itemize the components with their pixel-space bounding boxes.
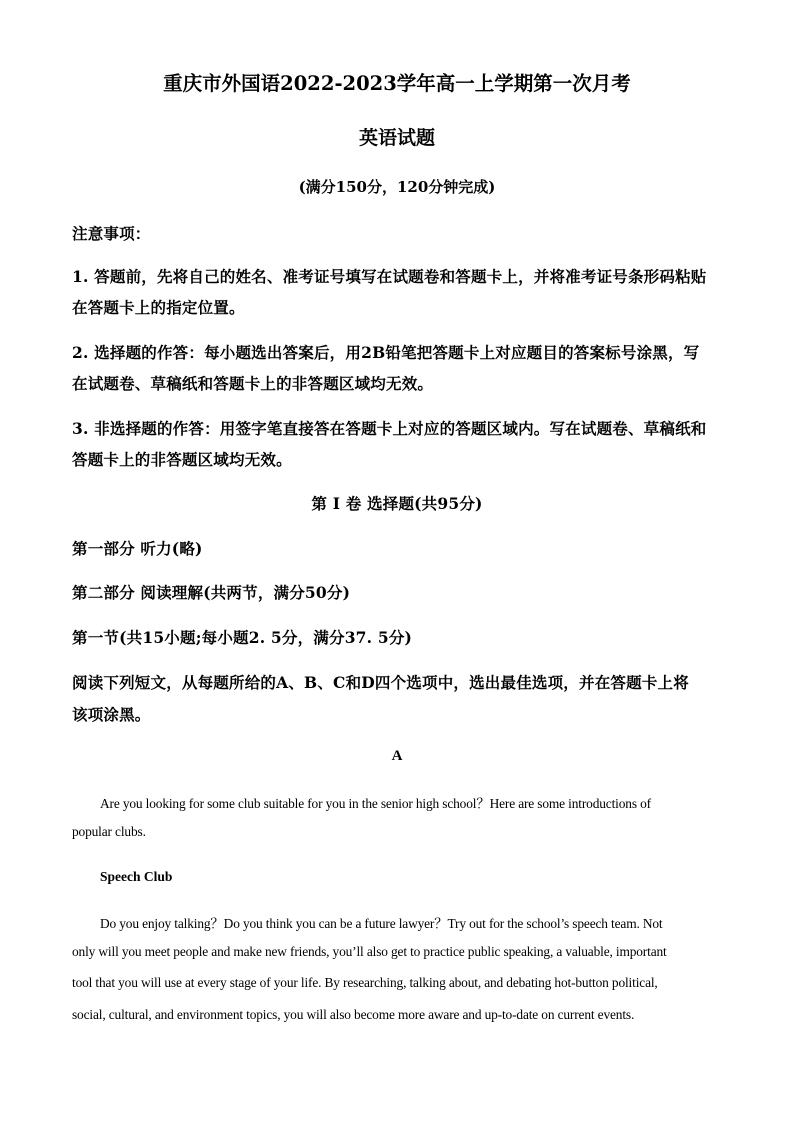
passage-paragraph-line-3: tool that you will use at every stage of your life. By researching, talking about, and debating hot-button political, (72, 975, 658, 990)
instruction-line-2: 该项涂黑。 (72, 705, 151, 724)
passage-intro-line-1: Are you looking for some club suitable for you in the senior high school？Here are some introductions of (100, 796, 651, 811)
part-2-heading: 第二部分 阅读理解(共两节，满分50分) (72, 583, 351, 602)
exam-title: 重庆市外国语2022-2023学年高一上学期第一次月考 (163, 72, 631, 95)
passage-paragraph-line-4: social, cultural, and environment topics, you will also become more aware and up-to-date on current events. (72, 1007, 635, 1022)
club-heading: Speech Club (100, 869, 173, 884)
full-mark-note: (满分150分，120分钟完成) (298, 178, 496, 196)
part-1-heading: 第一部分 听力(略) (72, 539, 203, 558)
note-1-line-1: 1. 答题前，先将自己的姓名、准考证号填写在试题卷和答题卡上，并将准考证号条形码粘贴 (72, 267, 707, 286)
passage-paragraph-line-2: only will you meet people and make new friends, you’ll also get to practice public speaking, a valuable, important (72, 944, 667, 959)
passage-paragraph-line-1: Do you enjoy talking？Do you think you can be a future lawyer？Try out for the school’s speech team. Not (100, 916, 663, 931)
passage-label: A (391, 748, 403, 764)
note-2-line-2: 在试题卷、草稿纸和答题卡上的非答题区域均无效。 (72, 374, 434, 393)
subject-title: 英语试题 (358, 127, 435, 149)
note-1-line-2: 在答题卡上的指定位置。 (72, 298, 245, 317)
passage-intro-line-2: popular clubs. (72, 824, 146, 839)
instruction-line-1: 阅读下列短文，从每题所给的A、B、C和D四个选项中，选出最佳选项，并在答题卡上将 (72, 673, 689, 692)
note-3-line-1: 3. 非选择题的作答：用签字笔直接答在答题卡上对应的答题区域内。写在试题卷、草稿纸和 (72, 419, 707, 438)
section-1-heading: 第一节(共15小题;每小题2. 5分，满分37. 5分) (72, 628, 413, 647)
notes-heading: 注意事项： (72, 224, 151, 243)
note-3-line-2: 答题卡上的非答题区域均无效。 (72, 450, 292, 469)
note-2-line-1: 2. 选择题的作答：每小题选出答案后，用2B铅笔把答题卡上对应题目的答案标号涂黑，写 (72, 343, 700, 362)
volume-heading: 第 I 卷 选择题(共95分) (311, 494, 483, 513)
